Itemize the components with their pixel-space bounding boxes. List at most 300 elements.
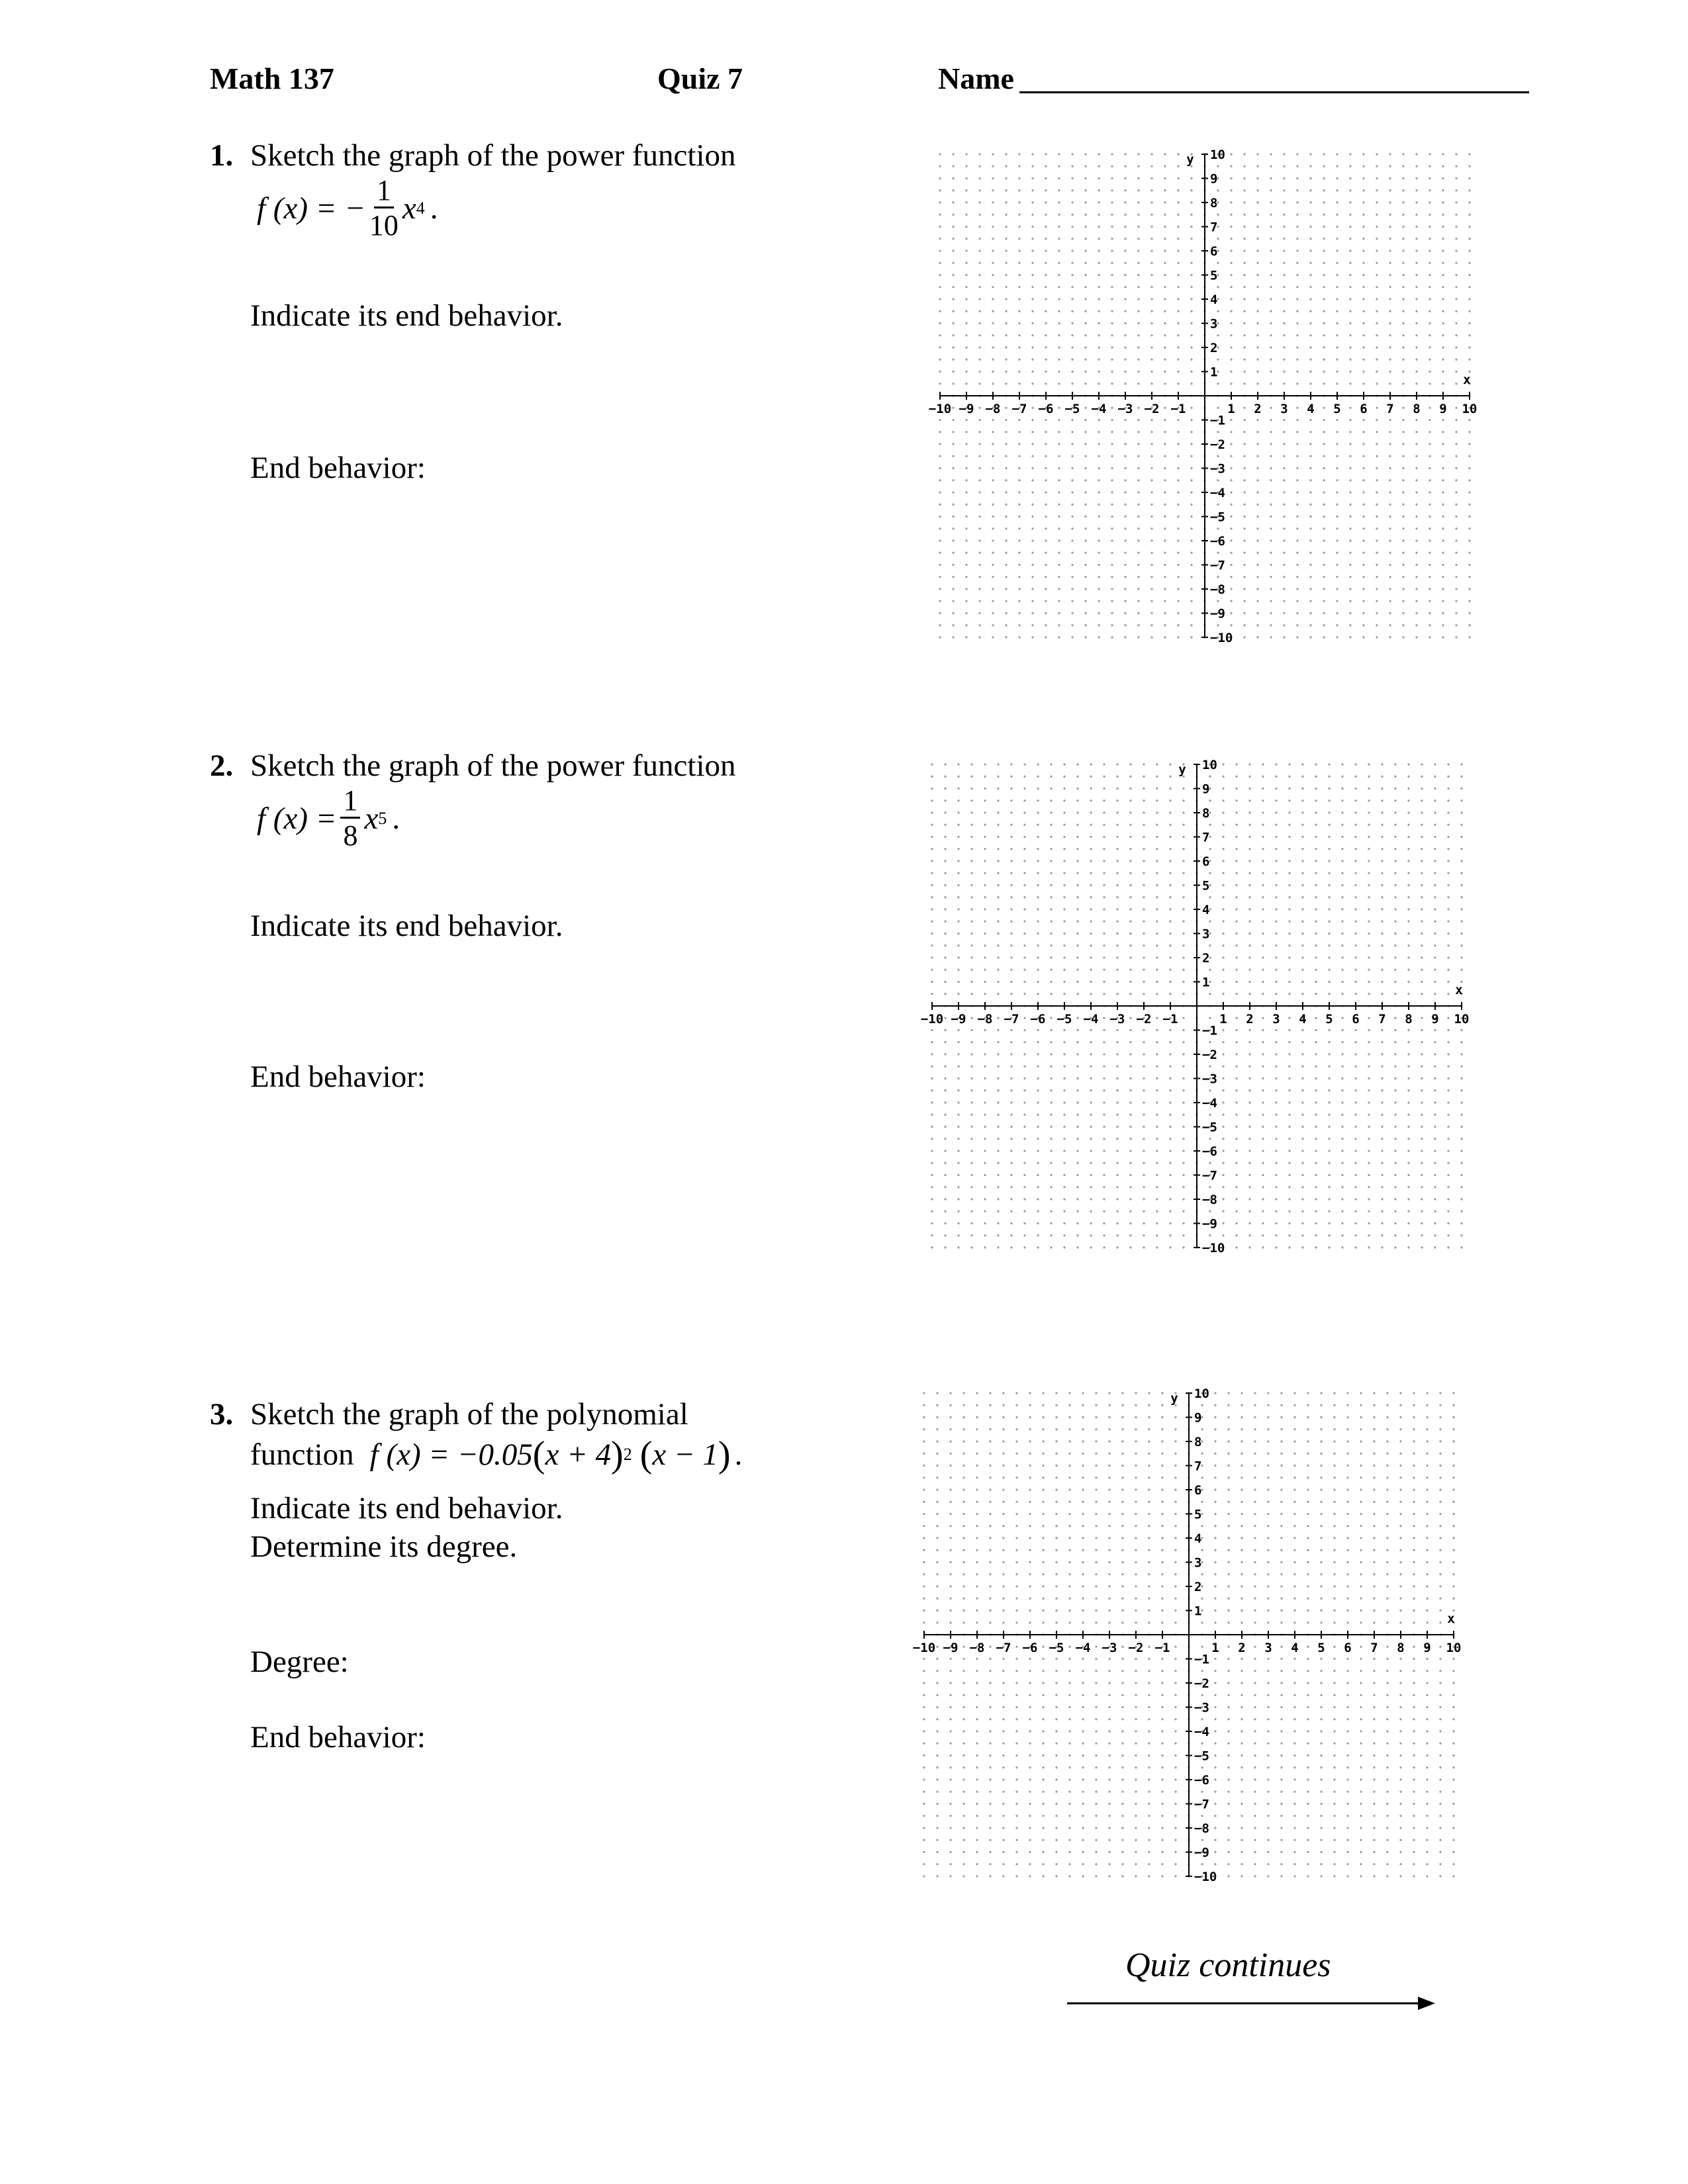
grid-dot bbox=[949, 1488, 951, 1490]
grid-dot bbox=[1103, 763, 1105, 765]
grid-dot bbox=[939, 359, 941, 361]
grid-dot bbox=[1015, 1694, 1017, 1696]
grid-dot bbox=[1058, 177, 1060, 179]
grid-dot bbox=[1177, 612, 1179, 614]
grid-dot bbox=[1267, 1766, 1269, 1768]
paren-close: ) bbox=[611, 1434, 624, 1475]
grid-dot bbox=[1307, 1670, 1309, 1672]
grid-dot bbox=[1108, 1621, 1110, 1623]
grid-dot bbox=[1376, 552, 1378, 554]
grid-dot bbox=[1005, 564, 1007, 566]
grid-dot bbox=[1068, 1621, 1070, 1623]
grid-dot bbox=[1230, 504, 1232, 506]
grid-dot bbox=[1315, 763, 1317, 765]
grid-dot bbox=[1148, 1730, 1150, 1732]
grid-dot bbox=[1267, 1839, 1269, 1841]
grid-dot bbox=[970, 1234, 972, 1236]
grid-dot bbox=[1015, 1863, 1017, 1865]
grid-dot bbox=[1254, 1743, 1256, 1745]
grid-dot bbox=[1373, 1718, 1375, 1720]
grid-dot bbox=[1098, 600, 1100, 602]
grid-dot bbox=[1243, 455, 1245, 457]
problem-3-number: 3. bbox=[210, 1397, 234, 1432]
grid-dot bbox=[1076, 848, 1078, 850]
grid-dot bbox=[1010, 1126, 1012, 1128]
grid-dot bbox=[1407, 896, 1409, 898]
grid-dot bbox=[1037, 921, 1039, 923]
grid-dot bbox=[1248, 799, 1250, 801]
grid-dot bbox=[1137, 504, 1139, 506]
grid-dot bbox=[1262, 896, 1264, 898]
grid-dot bbox=[1394, 1089, 1396, 1091]
grid-dot bbox=[1293, 1561, 1295, 1563]
grid-dot bbox=[1227, 1803, 1229, 1805]
grid-dot bbox=[1248, 788, 1250, 790]
grid-dot bbox=[962, 1718, 964, 1720]
grid-dot bbox=[1455, 177, 1457, 179]
grid-dot bbox=[1169, 1246, 1171, 1248]
grid-dot bbox=[1243, 346, 1245, 348]
grid-dot bbox=[1135, 1718, 1137, 1720]
grid-dot bbox=[978, 636, 980, 638]
grid-dot bbox=[1315, 1089, 1317, 1091]
grid-dot bbox=[1018, 552, 1020, 554]
grid-dot bbox=[1055, 1875, 1057, 1877]
grid-dot bbox=[952, 455, 954, 457]
grid-dot bbox=[1323, 214, 1325, 216]
grid-dot bbox=[1002, 1549, 1004, 1551]
grid-dot bbox=[1095, 1718, 1097, 1720]
grid-dot bbox=[1150, 298, 1152, 300]
grid-dot bbox=[1082, 1501, 1084, 1503]
grid-dot bbox=[1010, 872, 1012, 874]
grid-dot bbox=[1296, 527, 1298, 529]
grid-dot bbox=[1447, 1138, 1449, 1140]
grid-dot bbox=[1415, 201, 1417, 203]
grid-dot bbox=[1307, 1851, 1309, 1853]
grid-dot bbox=[1349, 564, 1351, 566]
grid-dot bbox=[1280, 1477, 1282, 1479]
grid-dot bbox=[1084, 552, 1086, 554]
grid-dot bbox=[1468, 334, 1470, 336]
grid-dot bbox=[1015, 1598, 1017, 1600]
grid-dot bbox=[1283, 504, 1285, 506]
grid-dot bbox=[1137, 177, 1139, 179]
grid-dot bbox=[976, 1694, 978, 1696]
grid-dot bbox=[1005, 467, 1007, 469]
grid-dot bbox=[1227, 1610, 1229, 1612]
grid-dot bbox=[1045, 479, 1047, 481]
grid-dot bbox=[1349, 576, 1351, 578]
grid-dot bbox=[1090, 1066, 1092, 1068]
grid-dot bbox=[1275, 1210, 1277, 1212]
grid-dot bbox=[1309, 274, 1311, 276]
grid-dot bbox=[1084, 419, 1086, 421]
grid-dot bbox=[1381, 1053, 1383, 1055]
grid-dot bbox=[1389, 516, 1391, 518]
grid-dot bbox=[976, 1585, 978, 1587]
grid-dot bbox=[1076, 1210, 1078, 1212]
grid-dot bbox=[1150, 226, 1152, 228]
grid-dot bbox=[1243, 214, 1245, 216]
grid-dot bbox=[939, 612, 941, 614]
grid-dot bbox=[1267, 1477, 1269, 1479]
grid-dot bbox=[1174, 1803, 1176, 1805]
grid-dot bbox=[997, 908, 999, 910]
grid-dot bbox=[1098, 359, 1100, 361]
y-tick-label: −6 bbox=[1210, 534, 1225, 549]
x-tick-label: 9 bbox=[1431, 1012, 1439, 1026]
grid-dot bbox=[1248, 1053, 1250, 1055]
grid-dot bbox=[1256, 419, 1258, 421]
grid-dot bbox=[976, 1621, 978, 1623]
grid-dot bbox=[1177, 189, 1179, 191]
grid-dot bbox=[1148, 1440, 1150, 1442]
grid-dot bbox=[984, 1089, 986, 1091]
grid-dot bbox=[997, 944, 999, 946]
grid-dot bbox=[1143, 944, 1145, 946]
grid-dot bbox=[1320, 1453, 1322, 1455]
grid-dot bbox=[1307, 1440, 1309, 1442]
grid-dot bbox=[1288, 1053, 1290, 1055]
formula-fraction bbox=[369, 176, 399, 240]
grid-dot bbox=[965, 564, 967, 566]
grid-dot bbox=[978, 407, 980, 409]
grid-dot bbox=[1209, 1114, 1211, 1116]
grid-dot bbox=[952, 238, 954, 240]
grid-dot bbox=[970, 763, 972, 765]
grid-dot bbox=[1301, 824, 1303, 826]
grid-dot bbox=[949, 1706, 951, 1708]
x-tick-label: −1 bbox=[1170, 402, 1186, 416]
grid-dot bbox=[1376, 165, 1378, 167]
grid-dot bbox=[1103, 1138, 1105, 1140]
grid-dot bbox=[936, 1392, 938, 1394]
grid-dot bbox=[1010, 993, 1012, 995]
grid-dot bbox=[1323, 238, 1325, 240]
grid-dot bbox=[1460, 1041, 1462, 1043]
grid-dot bbox=[1002, 1670, 1004, 1672]
grid-dot bbox=[1460, 1186, 1462, 1188]
grid-dot bbox=[1116, 1029, 1118, 1031]
grid-dot bbox=[1098, 576, 1100, 578]
grid-dot bbox=[984, 1150, 986, 1152]
grid-dot bbox=[1002, 1537, 1004, 1539]
grid-dot bbox=[1407, 1029, 1409, 1031]
grid-dot bbox=[1248, 1198, 1250, 1200]
grid-dot bbox=[936, 1682, 938, 1684]
grid-dot bbox=[1177, 419, 1179, 421]
grid-dot bbox=[1023, 956, 1025, 958]
grid-dot bbox=[1267, 1791, 1269, 1793]
grid-dot bbox=[1346, 1392, 1348, 1394]
grid-dot bbox=[1442, 612, 1444, 614]
grid-dot bbox=[1050, 944, 1052, 946]
grid-dot bbox=[1230, 431, 1232, 433]
grid-dot bbox=[965, 576, 967, 578]
grid-dot bbox=[944, 1162, 946, 1164]
grid-dot bbox=[1121, 1404, 1123, 1406]
grid-dot bbox=[1309, 250, 1311, 251]
grid-dot bbox=[1320, 1488, 1322, 1490]
grid-dot bbox=[1227, 1416, 1229, 1418]
grid-dot bbox=[992, 177, 994, 179]
grid-dot bbox=[1148, 1754, 1150, 1756]
grid-dot bbox=[1174, 1477, 1176, 1479]
grid-dot bbox=[1241, 1682, 1243, 1684]
grid-dot bbox=[931, 799, 933, 801]
grid-dot bbox=[1341, 860, 1343, 862]
grid-dot bbox=[1442, 443, 1444, 445]
grid-dot bbox=[1333, 1440, 1335, 1442]
grid-dot bbox=[1254, 1549, 1256, 1551]
grid-dot bbox=[1029, 1404, 1031, 1406]
grid-dot bbox=[1063, 788, 1065, 790]
grid-dot bbox=[1222, 1174, 1224, 1176]
grid-dot bbox=[1394, 956, 1396, 958]
graph-grid-3[interactable] bbox=[911, 1385, 1480, 1901]
grid-dot bbox=[1256, 165, 1258, 167]
grid-dot bbox=[1129, 811, 1131, 813]
grid-dot bbox=[1415, 310, 1417, 312]
grid-dot bbox=[952, 564, 954, 566]
grid-dot bbox=[1108, 1610, 1110, 1612]
grid-dot bbox=[949, 1392, 951, 1394]
grid-dot bbox=[1309, 588, 1311, 590]
grid-dot bbox=[1103, 776, 1105, 778]
grid-dot bbox=[1309, 527, 1311, 529]
grid-dot bbox=[1333, 1694, 1335, 1696]
grid-dot bbox=[1135, 1598, 1137, 1600]
grid-dot bbox=[1235, 1222, 1237, 1224]
grid-dot bbox=[1447, 811, 1449, 813]
grid-dot bbox=[1002, 1428, 1004, 1430]
grid-dot bbox=[1275, 799, 1277, 801]
graph-grid-1[interactable] bbox=[927, 146, 1496, 662]
grid-dot bbox=[1407, 824, 1409, 826]
grid-dot bbox=[1121, 1718, 1123, 1720]
grid-dot bbox=[989, 1561, 991, 1563]
grid-dot bbox=[1407, 872, 1409, 874]
grid-dot bbox=[1063, 969, 1065, 971]
grid-dot bbox=[992, 431, 994, 433]
grid-dot bbox=[1349, 552, 1351, 554]
grid-dot bbox=[1063, 763, 1065, 765]
grid-dot bbox=[1129, 908, 1131, 910]
grid-dot bbox=[1460, 1162, 1462, 1164]
grid-dot bbox=[1293, 1839, 1295, 1841]
grid-dot bbox=[1442, 226, 1444, 228]
grid-dot bbox=[1243, 443, 1245, 445]
grid-dot bbox=[1394, 1162, 1396, 1164]
grid-dot bbox=[1150, 250, 1152, 251]
problem-2-prompt: Sketch the graph of the power function bbox=[250, 749, 736, 783]
grid-dot bbox=[1235, 956, 1237, 958]
grid-dot bbox=[1354, 788, 1356, 790]
grid-dot bbox=[1235, 1114, 1237, 1116]
grid-dot bbox=[1262, 981, 1264, 983]
grid-dot bbox=[1421, 1066, 1423, 1068]
grid-dot bbox=[1415, 516, 1417, 518]
grid-dot bbox=[1082, 1815, 1084, 1817]
grid-dot bbox=[1301, 896, 1303, 898]
grid-dot bbox=[976, 1513, 978, 1515]
grid-dot bbox=[1045, 226, 1047, 228]
grid-dot bbox=[1394, 1138, 1396, 1140]
grid-dot bbox=[1023, 1029, 1025, 1031]
grid-dot bbox=[1137, 564, 1139, 566]
grid-dot bbox=[1381, 763, 1383, 765]
grid-dot bbox=[1082, 1863, 1084, 1865]
grid-dot bbox=[997, 1126, 999, 1128]
grid-dot bbox=[1241, 1549, 1243, 1551]
grid-dot bbox=[1442, 491, 1444, 493]
grid-dot bbox=[1018, 491, 1020, 493]
grid-dot bbox=[1407, 836, 1409, 838]
problem-1-number: 1. bbox=[210, 138, 234, 173]
grid-dot bbox=[1373, 1754, 1375, 1756]
grid-dot bbox=[997, 1150, 999, 1152]
grid-dot bbox=[923, 1488, 925, 1490]
grid-dot bbox=[1050, 799, 1052, 801]
grid-dot bbox=[1121, 1513, 1123, 1515]
grid-dot bbox=[1360, 1730, 1362, 1732]
grid-dot bbox=[1362, 371, 1364, 373]
grid-dot bbox=[1402, 334, 1404, 336]
grid-dot bbox=[1320, 1501, 1322, 1503]
grid-dot bbox=[1190, 516, 1192, 518]
grid-dot bbox=[1320, 1791, 1322, 1793]
grid-dot bbox=[1460, 1210, 1462, 1212]
grid-dot bbox=[1460, 969, 1462, 971]
grid-dot bbox=[1029, 1573, 1031, 1575]
grid-dot bbox=[1177, 564, 1179, 566]
grid-dot bbox=[1227, 1392, 1229, 1394]
grid-dot bbox=[1018, 359, 1020, 361]
grid-dot bbox=[1307, 1658, 1309, 1660]
grid-dot bbox=[1407, 1198, 1409, 1200]
grid-dot bbox=[1280, 1416, 1282, 1418]
grid-dot bbox=[1055, 1477, 1057, 1479]
grid-dot bbox=[944, 993, 946, 995]
grid-dot bbox=[1275, 956, 1277, 958]
grid-dot bbox=[1394, 1029, 1396, 1031]
grid-dot bbox=[1241, 1803, 1243, 1805]
grid-dot bbox=[976, 1863, 978, 1865]
grid-dot bbox=[1315, 908, 1317, 910]
grid-dot bbox=[1323, 226, 1325, 228]
grid-dot bbox=[1256, 153, 1258, 155]
graph-grid-2[interactable] bbox=[919, 756, 1488, 1272]
grid-dot bbox=[1116, 1234, 1118, 1236]
grid-dot bbox=[1415, 298, 1417, 300]
grid-dot bbox=[978, 612, 980, 614]
grid-dot bbox=[1346, 1416, 1348, 1418]
grid-dot bbox=[1023, 969, 1025, 971]
grid-dot bbox=[1429, 322, 1430, 324]
grid-dot bbox=[1328, 1114, 1330, 1116]
grid-dot bbox=[1283, 491, 1285, 493]
grid-dot bbox=[1182, 1041, 1184, 1043]
grid-dot bbox=[970, 811, 972, 813]
grid-dot bbox=[1402, 636, 1404, 638]
grid-dot bbox=[1018, 322, 1020, 324]
grid-dot bbox=[1256, 274, 1258, 276]
x-tick-label: 9 bbox=[1439, 402, 1447, 416]
grid-dot bbox=[1320, 1621, 1322, 1623]
grid-dot bbox=[1137, 407, 1139, 409]
grid-dot bbox=[1389, 479, 1391, 481]
grid-dot bbox=[936, 1513, 938, 1515]
grid-dot bbox=[1164, 612, 1166, 614]
grid-dot bbox=[1362, 479, 1364, 481]
grid-dot bbox=[923, 1428, 925, 1430]
grid-dot bbox=[1354, 1150, 1356, 1152]
name-field[interactable] bbox=[1019, 91, 1529, 93]
grid-dot bbox=[1129, 763, 1131, 765]
grid-dot bbox=[1018, 612, 1020, 614]
grid-dot bbox=[1235, 1210, 1237, 1212]
grid-dot bbox=[989, 1465, 991, 1467]
grid-dot bbox=[957, 848, 959, 850]
grid-dot bbox=[1323, 552, 1325, 554]
grid-dot bbox=[1402, 527, 1404, 529]
grid-dot bbox=[992, 624, 994, 626]
grid-dot bbox=[1307, 1791, 1309, 1793]
grid-dot bbox=[1082, 1754, 1084, 1756]
grid-dot bbox=[1328, 993, 1330, 995]
grid-dot bbox=[1333, 1416, 1335, 1418]
grid-dot bbox=[1362, 214, 1364, 216]
grid-dot bbox=[952, 576, 954, 578]
grid-dot bbox=[1227, 1694, 1229, 1696]
grid-dot bbox=[1116, 1053, 1118, 1055]
grid-dot bbox=[939, 226, 941, 228]
grid-dot bbox=[1058, 346, 1060, 348]
grid-dot bbox=[1031, 407, 1033, 409]
grid-dot bbox=[1156, 908, 1158, 910]
grid-dot bbox=[970, 944, 972, 946]
grid-dot bbox=[1135, 1730, 1137, 1732]
grid-dot bbox=[1161, 1754, 1163, 1756]
grid-dot bbox=[1270, 262, 1272, 264]
grid-dot bbox=[1407, 811, 1409, 813]
grid-dot bbox=[944, 896, 946, 898]
grid-dot bbox=[1098, 214, 1100, 216]
grid-dot bbox=[992, 334, 994, 336]
grid-dot bbox=[1063, 896, 1065, 898]
grid-dot bbox=[1150, 189, 1152, 191]
grid-dot bbox=[965, 310, 967, 312]
grid-dot bbox=[1045, 552, 1047, 554]
grid-dot bbox=[1283, 346, 1285, 348]
grid-dot bbox=[1447, 763, 1449, 765]
grid-dot bbox=[1262, 884, 1264, 886]
grid-dot bbox=[949, 1404, 951, 1406]
grid-dot bbox=[1164, 407, 1166, 409]
grid-dot bbox=[1227, 1670, 1229, 1672]
grid-dot bbox=[1002, 1875, 1004, 1877]
x-tick-label: −8 bbox=[977, 1012, 993, 1026]
grid-dot bbox=[1389, 371, 1391, 373]
grid-dot bbox=[949, 1803, 951, 1805]
grid-dot bbox=[939, 322, 941, 324]
grid-dot bbox=[1174, 1694, 1176, 1696]
grid-dot bbox=[1270, 238, 1272, 240]
grid-dot bbox=[1235, 872, 1237, 874]
grid-dot bbox=[1362, 286, 1364, 288]
grid-dot bbox=[1037, 1041, 1039, 1043]
